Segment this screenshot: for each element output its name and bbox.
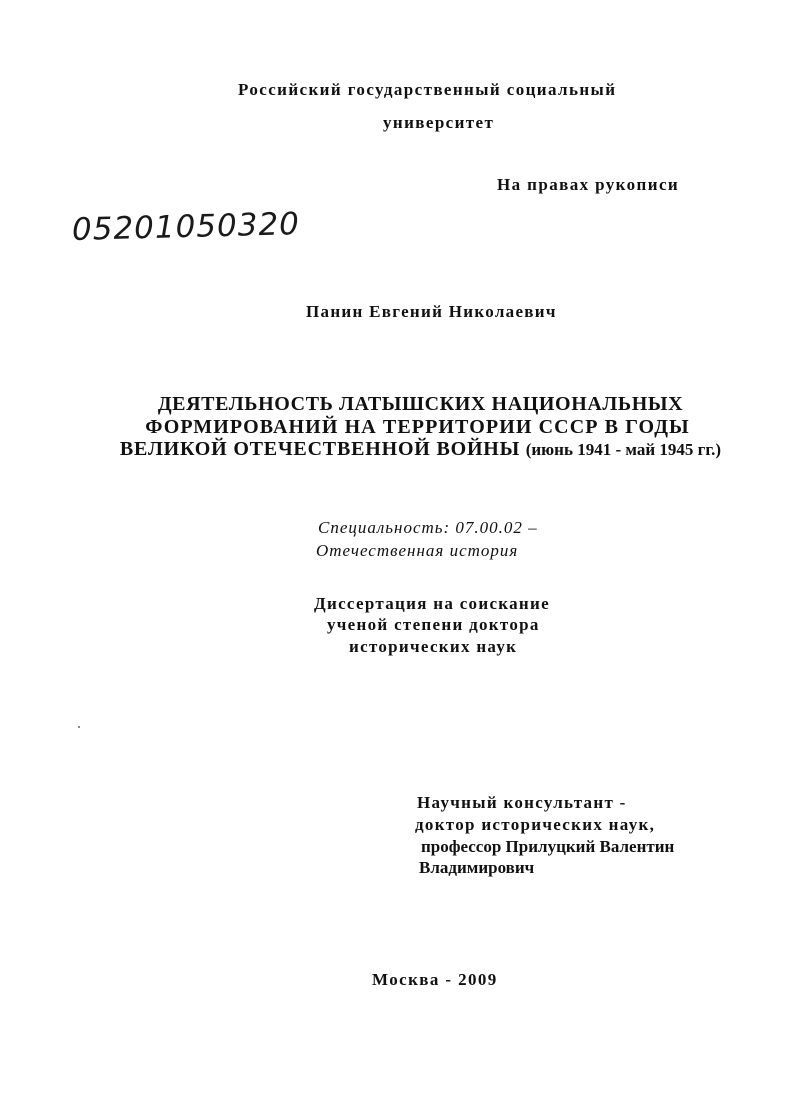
handwritten-stamp-number: 05201050320 <box>71 206 301 248</box>
title-line-3 <box>25 438 791 461</box>
university-name-line2: университет <box>383 113 495 132</box>
scan-speck <box>78 726 80 728</box>
author-name: Панин Евгений Николаевич <box>306 302 557 321</box>
consultant-line-4: Владимирович <box>419 858 535 877</box>
dissertation-line-1: Диссертация на соискание <box>314 594 550 613</box>
specialty-line-1: Специальность: 07.00.02 – <box>318 518 538 537</box>
manuscript-rights-label: На правах рукописи <box>497 175 680 194</box>
title-line-3-dates: (июнь 1941 - май 1945 гг.) <box>525 440 722 459</box>
city-year: Москва - 2009 <box>372 970 498 989</box>
specialty-line-2: Отечественная история <box>316 541 519 560</box>
consultant-line-2: доктор исторических наук, <box>415 815 656 834</box>
dissertation-line-2: ученой степени доктора <box>327 615 540 634</box>
dissertation-line-3: исторических наук <box>349 637 518 656</box>
consultant-line-1: Научный консультант - <box>417 793 627 812</box>
title-line-2: ФОРМИРОВАНИЙ НА ТЕРРИТОРИИ СССР В ГОДЫ <box>145 416 690 438</box>
university-name-line1: Российский государственный социальный <box>238 80 617 99</box>
title-line-1: ДЕЯТЕЛЬНОСТЬ ЛАТЫШСКИХ НАЦИОНАЛЬНЫХ <box>157 393 684 415</box>
consultant-line-3: профессор Прилуцкий Валентин <box>421 837 675 856</box>
title-line-3-main: ВЕЛИКОЙ ОТЕЧЕСТВЕННОЙ ВОЙНЫ <box>119 438 521 460</box>
